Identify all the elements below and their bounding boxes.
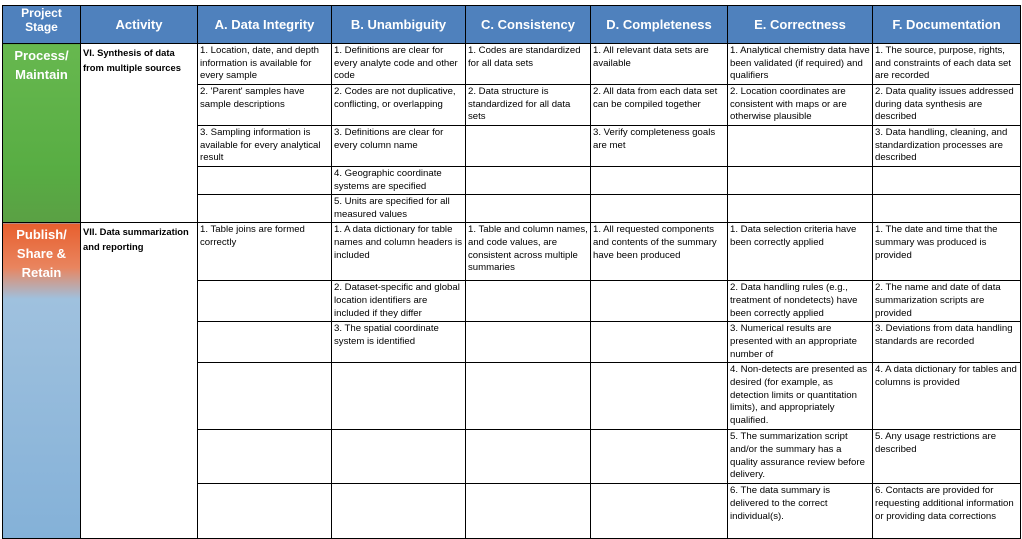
header-completeness: D. Completeness <box>591 6 728 44</box>
table-cell: 1. Data selection criteria have been correctly applied <box>728 223 873 281</box>
data-quality-table <box>2 5 1021 539</box>
table-cell: 2. 'Parent' samples have sample descriptions <box>198 85 332 126</box>
table-cell <box>591 322 728 363</box>
table-cell: 2. Location coordinates are consistent with maps or are otherwise plausible <box>728 85 873 126</box>
header-row <box>3 6 1021 44</box>
table-cell: 5. The summarization script and/or the summary has a quality assurance review before delivery. <box>728 430 873 484</box>
table-cell: 5. Any usage restrictions are described <box>873 430 1021 484</box>
table-cell <box>728 126 873 167</box>
table-cell <box>332 430 466 484</box>
consistency-summary-text: 1. Table and column names, and code values, are consistent across multiple summaries <box>468 224 588 274</box>
stage-process-maintain: Process/ Maintain <box>3 44 81 223</box>
header-consistency: C. Consistency <box>466 6 591 44</box>
table-cell <box>466 484 591 539</box>
activity-summarization: VII. Data summarization and reporting <box>81 223 198 539</box>
table-cell: 1. Analytical chemistry data have been validated (if required) and qualifiers <box>728 44 873 85</box>
table-cell: 1. The source, purpose, rights, and constraints of each data set are recorded <box>873 44 1021 85</box>
header-activity: Activity <box>81 6 198 44</box>
table-cell: 1. Codes are standardized for all data sets <box>466 44 591 85</box>
table-cell: 2. Data quality issues addressed during data synthesis are described <box>873 85 1021 126</box>
table-row <box>3 44 1021 85</box>
table-cell: 4. Non-detects are presented as desired (for example, as detection limits or quantitation limits), and appropriately qualified. <box>728 363 873 430</box>
table-cell <box>466 281 591 322</box>
table-cell <box>466 126 591 167</box>
table-cell <box>332 363 466 430</box>
table-cell: 3. Numerical results are presented with an appropriate number of <box>728 322 873 363</box>
table-cell: 2. Data structure is standardized for all data sets <box>466 85 591 126</box>
table-cell <box>873 167 1021 195</box>
table-cell: 3. Sampling information is available for every analytical result <box>198 126 332 167</box>
table-cell <box>728 167 873 195</box>
table-cell: 5. Units are specified for all measured values <box>332 195 466 223</box>
table-row <box>3 223 1021 281</box>
table-cell: 2. Dataset-specific and global location identifiers are included if they differ <box>332 281 466 322</box>
table-cell <box>198 195 332 223</box>
table-cell: 2. Data handling rules (e.g., treatment of nondetects) have been correctly applied <box>728 281 873 322</box>
table-cell <box>873 195 1021 223</box>
table-cell <box>466 167 591 195</box>
table-cell <box>466 195 591 223</box>
table-cell: 6. The data summary is delivered to the correct individual(s). <box>728 484 873 539</box>
table-cell <box>466 223 591 281</box>
table-cell <box>198 281 332 322</box>
table-cell <box>466 322 591 363</box>
stage-publish-share-retain: Publish/ Share & Retain <box>3 223 81 539</box>
table-cell <box>591 281 728 322</box>
table-cell: 2. The name and date of data summarization scripts are provided <box>873 281 1021 322</box>
table-cell: 1. All requested components and contents of the summary have been produced <box>591 223 728 281</box>
header-correctness: E. Correctness <box>728 6 873 44</box>
table-cell <box>591 430 728 484</box>
header-data-integrity: A. Data Integrity <box>198 6 332 44</box>
table-cell: 1. Table joins are formed correctly <box>198 223 332 281</box>
table-cell <box>466 363 591 430</box>
table-cell <box>728 195 873 223</box>
header-project-stage: Project Stage <box>3 6 81 44</box>
table-cell: 6. Contacts are provided for requesting additional information or providing data corrections <box>873 484 1021 539</box>
table-cell: 3. Data handling, cleaning, and standardization processes are described <box>873 126 1021 167</box>
table-cell <box>591 363 728 430</box>
activity-synthesis: VI. Synthesis of data from multiple sources <box>81 44 198 223</box>
table-cell: 1. The date and time that the summary was produced is provided <box>873 223 1021 281</box>
table-cell <box>466 430 591 484</box>
table-cell: 1. All relevant data sets are available <box>591 44 728 85</box>
table-cell <box>591 484 728 539</box>
table-cell: 1. Definitions are clear for every analyte code and other code <box>332 44 466 85</box>
table-cell <box>332 484 466 539</box>
table-cell: 4. Geographic coordinate systems are specified <box>332 167 466 195</box>
table-cell <box>198 363 332 430</box>
table-cell: 2. All data from each data set can be compiled together <box>591 85 728 126</box>
table-cell: 3. Verify completeness goals are met <box>591 126 728 167</box>
table-cell <box>198 430 332 484</box>
table-cell: 4. A data dictionary for tables and columns is provided <box>873 363 1021 430</box>
table-cell <box>198 322 332 363</box>
header-documentation: F. Documentation <box>873 6 1021 44</box>
table-cell: 1. Location, date, and depth information is available for every sample <box>198 44 332 85</box>
table-cell: 2. Codes are not duplicative, conflicting, or overlapping <box>332 85 466 126</box>
table-cell <box>198 167 332 195</box>
table-cell: 3. Deviations from data handling standards are recorded <box>873 322 1021 363</box>
table-cell <box>591 195 728 223</box>
table-cell: 3. Definitions are clear for every column name <box>332 126 466 167</box>
table-cell <box>198 484 332 539</box>
table-cell <box>591 167 728 195</box>
table-cell: 3. The spatial coordinate system is identified <box>332 322 466 363</box>
table-cell: 1. A data dictionary for table names and column headers is included <box>332 223 466 281</box>
header-unambiguity: B. Unambiguity <box>332 6 466 44</box>
